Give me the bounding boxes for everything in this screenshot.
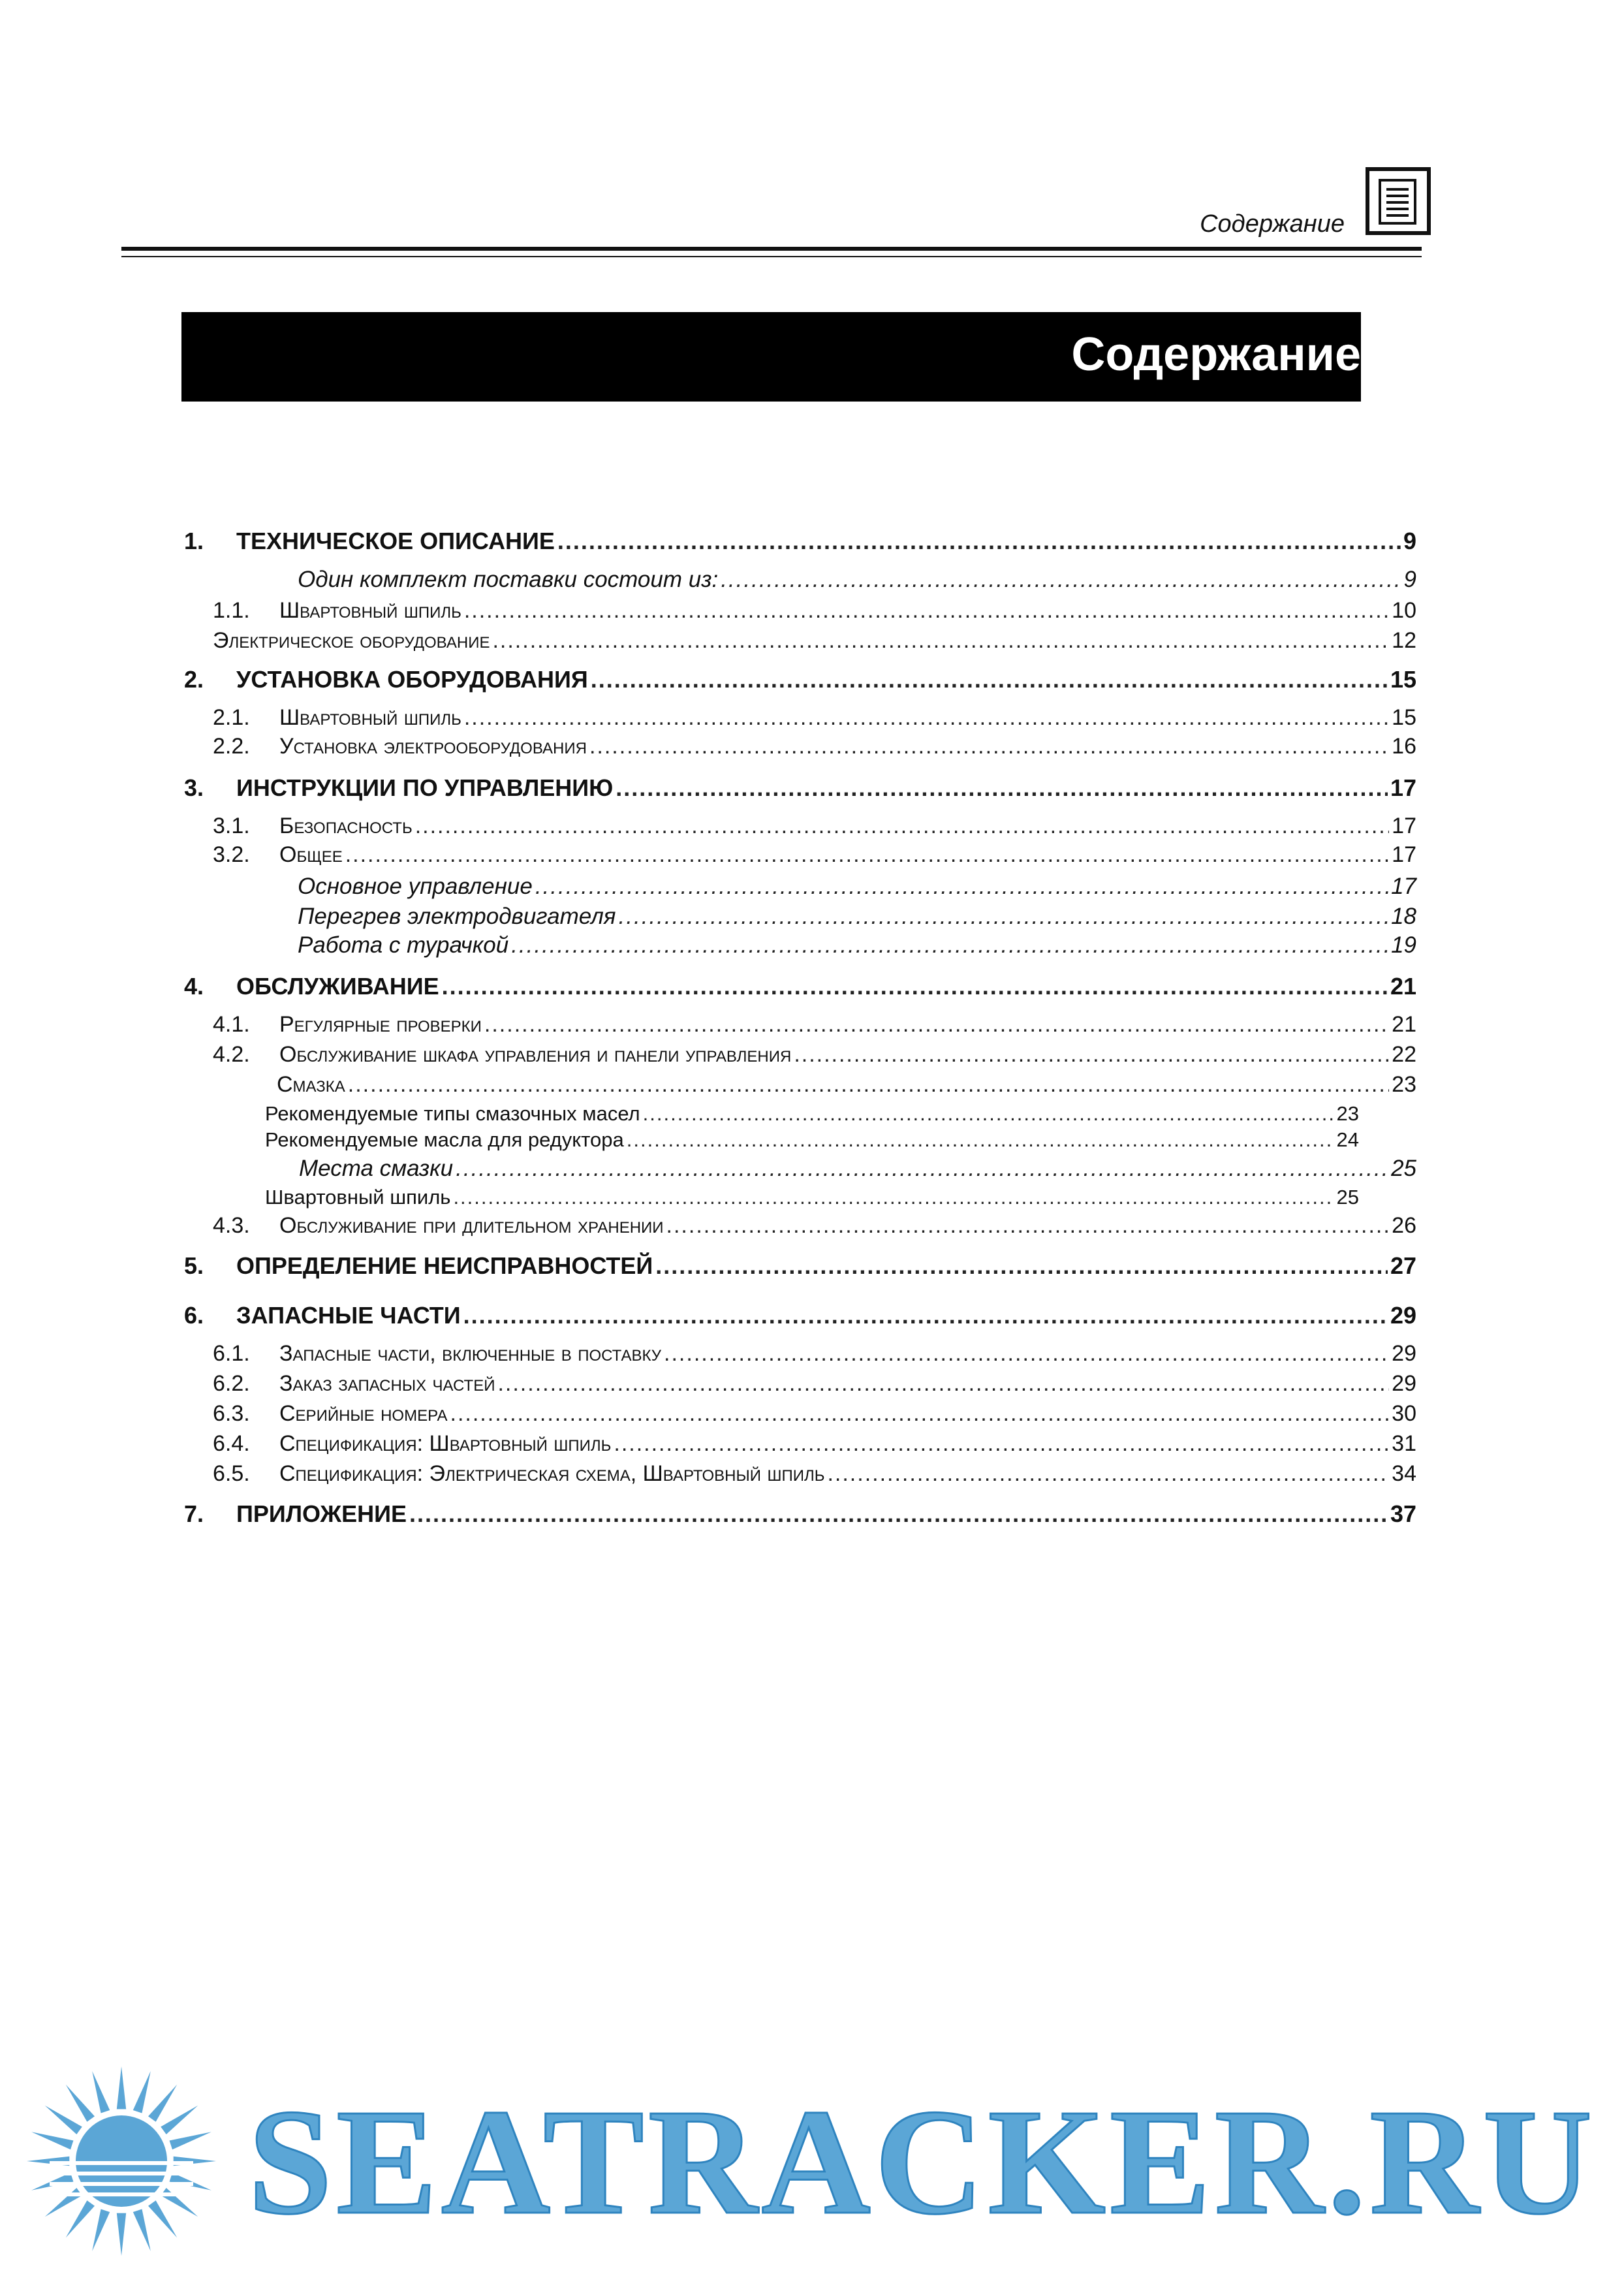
- toc-entry-number: 1.1.: [213, 598, 250, 623]
- toc-entry[interactable]: [265, 1186, 1359, 1216]
- toc-dot-leader: [484, 1012, 1389, 1037]
- toc-entry-title: Общее: [279, 842, 343, 867]
- toc-entry[interactable]: [298, 932, 1416, 962]
- toc-entry-title: ОБСЛУЖИВАНИЕ: [236, 973, 439, 1000]
- toc-entry-title: Обслуживание при длительном хранении: [279, 1213, 664, 1238]
- toc-entry-title: Швартовный шпиль: [279, 598, 461, 623]
- toc-dot-leader: [453, 1186, 1334, 1209]
- toc-entry-title: Обслуживание шкафа управления и панели управления: [279, 1042, 792, 1067]
- toc-entry[interactable]: [213, 1042, 1416, 1072]
- toc-entry[interactable]: [184, 973, 1416, 1003]
- toc-entry-title: Установка электрооборудования: [279, 734, 587, 759]
- toc-entry-page: 25: [1391, 1156, 1416, 1181]
- toc-entry-title: Швартовный шпиль: [265, 1186, 451, 1209]
- toc-dot-leader: [655, 1252, 1388, 1280]
- sun-ray: [133, 2209, 151, 2251]
- toc-entry-number: 5.: [184, 1252, 204, 1279]
- toc-entry-page: 26: [1392, 1213, 1416, 1238]
- toc-entry[interactable]: [213, 814, 1416, 844]
- toc-dot-leader: [827, 1461, 1389, 1487]
- toc-entry[interactable]: [298, 567, 1416, 597]
- toc-dot-leader: [409, 1500, 1388, 1528]
- toc-dot-leader: [497, 1371, 1389, 1397]
- sun-ray: [161, 2188, 198, 2217]
- toc-entry-title: Спецификация: Швартовный шпиль: [279, 1431, 612, 1456]
- toc-dot-leader: [464, 705, 1389, 731]
- toc-entry-number: 1.: [184, 528, 204, 554]
- toc-entry[interactable]: [213, 1461, 1416, 1491]
- toc-dot-leader: [464, 598, 1389, 624]
- toc-dot-leader: [721, 567, 1401, 593]
- toc-entry-number: 7.: [184, 1500, 204, 1527]
- toc-entry-page: 34: [1392, 1461, 1416, 1486]
- toc-dot-leader: [666, 1213, 1390, 1239]
- toc-entry-page: 9: [1403, 567, 1416, 592]
- toc-entry[interactable]: [213, 734, 1416, 764]
- toc-dot-leader: [348, 1072, 1389, 1098]
- toc-entry-page: 17: [1391, 874, 1416, 899]
- sun-ray: [170, 2132, 211, 2149]
- toc-dot-leader: [345, 842, 1389, 868]
- toc-entry-title: Рекомендуемые масла для редуктора: [265, 1128, 624, 1151]
- toc-entry-page: 17: [1392, 842, 1416, 867]
- toc-dot-leader: [591, 666, 1388, 693]
- toc-entry[interactable]: [277, 1072, 1416, 1102]
- toc-entry-title: ТЕХНИЧЕСКОЕ ОПИСАНИЕ: [236, 528, 555, 554]
- toc-dot-leader: [616, 774, 1388, 802]
- running-header-title: Содержание: [1200, 210, 1345, 238]
- toc-entry[interactable]: [184, 774, 1416, 804]
- toc-entry-page: 21: [1390, 973, 1416, 1000]
- toc-entry[interactable]: [213, 628, 1416, 658]
- toc-entry-page: 23: [1392, 1072, 1416, 1097]
- sun-ray: [45, 2106, 82, 2134]
- toc-entry[interactable]: [265, 1128, 1359, 1158]
- toc-entry-title: Один комплект поставки состоит из:: [298, 567, 719, 592]
- toc-dot-leader: [415, 814, 1389, 839]
- toc-entry-title: Регулярные проверки: [279, 1012, 482, 1037]
- toc-dot-leader: [450, 1401, 1390, 1427]
- toc-entry-number: 4.3.: [213, 1213, 250, 1238]
- sun-ray: [133, 2071, 151, 2113]
- toc-entry-number: 2.1.: [213, 705, 250, 730]
- toc-entry-number: 2.: [184, 666, 204, 693]
- toc-entry-page: 23: [1336, 1102, 1359, 1125]
- toc-entry[interactable]: [213, 1213, 1416, 1243]
- toc-entry-title: Безопасность: [279, 814, 413, 838]
- toc-entry-title: Места смазки: [299, 1156, 454, 1181]
- toc-entry-title: ИНСТРУКЦИИ ПО УПРАВЛЕНИЮ: [236, 774, 614, 801]
- toc-dot-leader: [614, 1431, 1389, 1457]
- toc-entry-page: 16: [1392, 734, 1416, 759]
- toc-entry-page: 21: [1392, 1012, 1416, 1037]
- toc-entry-number: 6.2.: [213, 1371, 250, 1396]
- toc-entry-title: Работа с турачкой: [298, 932, 509, 958]
- toc-entry-page: 10: [1392, 598, 1416, 623]
- toc-entry[interactable]: [213, 1012, 1416, 1042]
- toc-entry[interactable]: [213, 705, 1416, 735]
- toc-entry-title: Заказ запасных частей: [279, 1371, 495, 1396]
- sun-ray: [92, 2209, 110, 2251]
- toc-entry-title: Перегрев электродвигателя: [298, 904, 616, 929]
- toc-entry-page: 25: [1336, 1186, 1359, 1209]
- toc-dot-leader: [535, 874, 1388, 900]
- toc-entry-title: УСТАНОВКА ОБОРУДОВАНИЯ: [236, 666, 588, 693]
- toc-entry-title: Спецификация: Электрическая схема, Швартовный шпиль: [279, 1461, 825, 1486]
- toc-entry-title: Швартовный шпиль: [279, 705, 461, 730]
- toc-entry-title: Запасные части, включенные в поставку: [279, 1341, 662, 1366]
- toc-dot-leader: [442, 973, 1388, 1000]
- toc-entry-page: 30: [1392, 1401, 1416, 1426]
- toc-entry-title: ОПРЕДЕЛЕНИЕ НЕИСПРАВНОСТЕЙ: [236, 1252, 653, 1279]
- toc-dot-leader: [794, 1042, 1389, 1067]
- toc-entry-number: 6.5.: [213, 1461, 250, 1486]
- toc-entry-title: Электрическое оборудование: [213, 628, 490, 653]
- toc-entry-page: 37: [1390, 1500, 1416, 1527]
- toc-entry-page: 29: [1392, 1371, 1416, 1396]
- toc-entry[interactable]: [213, 598, 1416, 628]
- toc-entry-number: 4.1.: [213, 1012, 250, 1037]
- toc-entry[interactable]: [299, 1156, 1416, 1186]
- toc-entry-page: 15: [1390, 666, 1416, 693]
- toc-entry-title: ПРИЛОЖЕНИЕ: [236, 1500, 407, 1527]
- toc-entry[interactable]: [213, 842, 1416, 872]
- toc-entry-number: 6.3.: [213, 1401, 250, 1426]
- toc-entry-page: 15: [1392, 705, 1416, 730]
- toc-entry-title: Рекомендуемые типы смазочных масел: [265, 1102, 640, 1125]
- toc-entry-page: 22: [1392, 1042, 1416, 1067]
- toc-entry-page: 31: [1392, 1431, 1416, 1456]
- sun-ray: [117, 2213, 126, 2256]
- toc-entry-number: 6.4.: [213, 1431, 250, 1456]
- toc-entry-title: Серийные номера: [279, 1401, 448, 1426]
- toc-entry-number: 6.: [184, 1302, 204, 1329]
- toc-entry-number: 3.1.: [213, 814, 250, 838]
- watermark-text: SEATRACKER.RU: [248, 2078, 1597, 2246]
- toc-entry[interactable]: [184, 1302, 1416, 1332]
- toc-entry[interactable]: [184, 528, 1416, 558]
- toc-dot-leader: [589, 734, 1389, 759]
- toc-entry-page: 18: [1391, 904, 1416, 929]
- toc-entry-number: 3.2.: [213, 842, 250, 867]
- toc-entry-page: 9: [1403, 528, 1416, 554]
- sun-ray: [31, 2132, 73, 2149]
- sun-ray: [148, 2200, 177, 2238]
- watermark: [0, 2037, 1624, 2285]
- toc-dot-leader: [627, 1128, 1334, 1152]
- toc-entry[interactable]: [298, 874, 1416, 904]
- toc-entry[interactable]: [184, 1252, 1416, 1282]
- toc-entry[interactable]: [213, 1401, 1416, 1431]
- page-title: Содержание: [1071, 328, 1361, 381]
- toc-entry-number: 4.2.: [213, 1042, 250, 1067]
- sun-ray: [66, 2200, 95, 2238]
- toc-entry-page: 29: [1390, 1302, 1416, 1329]
- toc-dot-leader: [643, 1102, 1334, 1126]
- toc-dot-leader: [456, 1156, 1388, 1182]
- toc-entry-page: 29: [1392, 1341, 1416, 1366]
- toc-entry-title: Основное управление: [298, 874, 533, 899]
- toc-entry[interactable]: [213, 1371, 1416, 1401]
- sun-ray: [148, 2085, 177, 2122]
- toc-entry-page: 17: [1392, 814, 1416, 838]
- sun-logo-icon: [23, 2063, 219, 2259]
- sun-ray: [92, 2071, 110, 2113]
- toc-dot-leader: [492, 628, 1389, 654]
- toc-entry[interactable]: [213, 1431, 1416, 1461]
- toc-entry-title: Смазка: [277, 1072, 345, 1097]
- toc-dot-leader: [463, 1302, 1388, 1329]
- toc-dot-leader: [557, 528, 1401, 555]
- toc-entry[interactable]: [184, 1500, 1416, 1530]
- sun-ray: [117, 2066, 126, 2109]
- toc-dot-leader: [619, 904, 1389, 930]
- toc-entry-page: 17: [1390, 774, 1416, 801]
- toc-entry[interactable]: [184, 666, 1416, 696]
- toc-entry-page: 24: [1336, 1128, 1359, 1151]
- sun-ray: [45, 2188, 82, 2217]
- toc-entry[interactable]: [298, 904, 1416, 934]
- toc-entry-title: ЗАПАСНЫЕ ЧАСТИ: [236, 1302, 461, 1329]
- toc-entry-number: 6.1.: [213, 1341, 250, 1366]
- sun-ray: [66, 2085, 95, 2122]
- toc-dot-leader: [511, 932, 1388, 958]
- toc-entry-page: 27: [1390, 1252, 1416, 1279]
- sun-ray: [161, 2106, 198, 2134]
- toc-entry-number: 4.: [184, 973, 204, 1000]
- toc-dot-leader: [664, 1341, 1389, 1367]
- toc-entry-number: 3.: [184, 774, 204, 801]
- toc-entry-page: 12: [1392, 628, 1416, 653]
- toc-entry-number: 2.2.: [213, 734, 250, 759]
- toc-entry[interactable]: [213, 1341, 1416, 1371]
- toc-entry-page: 19: [1391, 932, 1416, 958]
